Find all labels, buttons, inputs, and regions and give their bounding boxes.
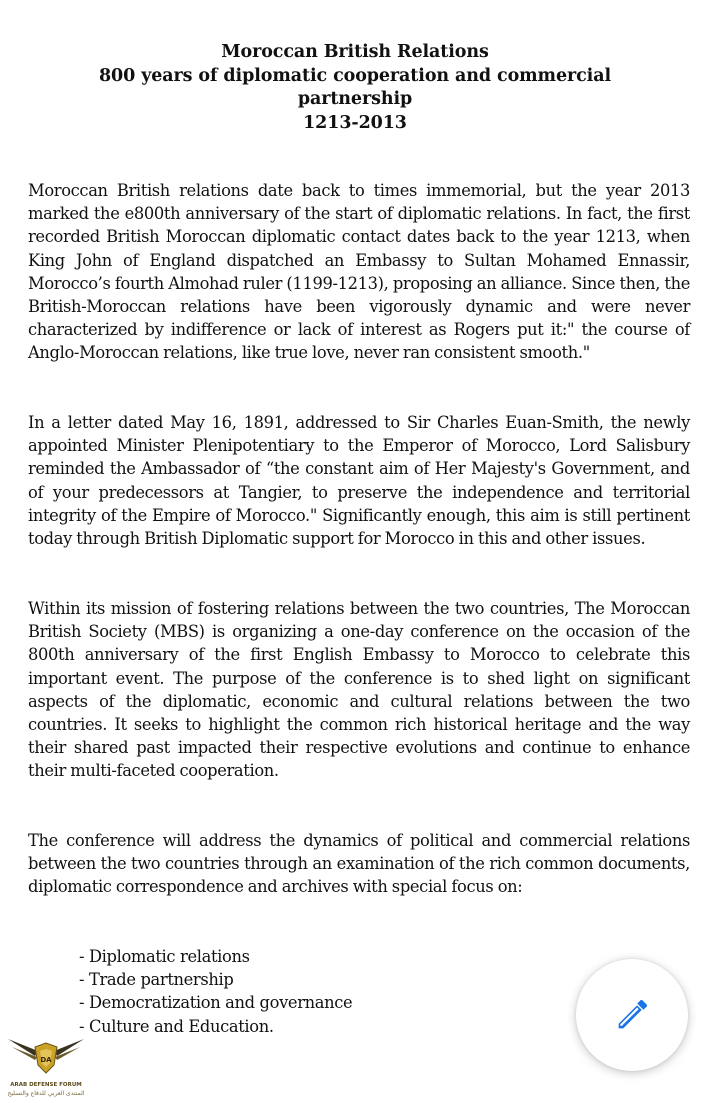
watermark-forum-name: ARAB DEFENSE FORUM (10, 1082, 82, 1088)
list-item: - Culture and Education. (79, 1016, 274, 1036)
title-line-3: partnership (297, 89, 413, 109)
paragraph-conference-mission: Within its mission of fostering relations between the two countries, The Moroccan British Society (MBS) is organizing a one-day conference on the occasion of the 800th anniversary of the first English Embassy to Morocco to celebrate this important event. The purpose of the conference is to shed light on significant aspects of the diplomatic, economic and cultural relations between the two countries. It seeks to highlight the common rich historical heritage and the way their shared past impacted their respective evolutions and continue to enhance their multi-faceted cooperation. (28, 599, 690, 781)
paragraph-conference-focus: The conference will address the dynamics of political and commercial relations between the two countries through an examination of the rich common documents, diplomatic correspondence and archives with special focus on: (28, 831, 690, 897)
paragraph-history: Moroccan British relations date back to times immemorial, but the year 2013 marked the e800th anniversary of the start of diplomatic relations. In fact, the first recorded British Moroccan diplomatic contact dates back to the year 1213, when King John of England dispatched an Embassy to Sultan Mohamed Ennassir, Morocco’s fourth Almohad ruler (1199-1213), proposing an alliance. Since then, the British-Moroccan relations have been vigorously dynamic and were never characterized by indifference or lack of interest as Rogers put it:" the course of Anglo-Moroccan relations, like true love, never ran consistent smooth." (28, 181, 690, 363)
focus-list (79, 945, 352, 1038)
list-item: - Democratization and governance (79, 993, 353, 1013)
document-title (0, 41, 710, 135)
svg-text:DA: DA (40, 1056, 52, 1064)
title-line-1: Moroccan British Relations (221, 42, 489, 62)
watermark (0, 1033, 92, 1101)
eagle-logo-icon (8, 1033, 84, 1079)
title-line-4: 1213-2013 (303, 112, 407, 133)
list-item: - Trade partnership (79, 970, 234, 990)
edit-button[interactable] (576, 959, 688, 1071)
title-line-2: 800 years of diplomatic cooperation and commercial (98, 65, 612, 86)
paragraph-salisbury-letter: In a letter dated May 16, 1891, addressed to Sir Charles Euan-Smith, the newly appointed Minister Plenipotentiary to the Emperor of Morocco, Lord Salisbury reminded the Ambassador of “the constant aim of Her Majesty's Government, and of your predecessors at Tangier, to preserve the independence and territorial integrity of the Empire of Morocco." Significantly enough, this aim is still pertinent today through British Diplomatic support for Morocco in this and other issues. (28, 413, 690, 549)
watermark-arabic-name: المنتدى العربي للدفاع والتسليح (7, 1090, 85, 1097)
list-item: - Diplomatic relations (79, 947, 250, 966)
pencil-edit-icon (612, 995, 652, 1035)
